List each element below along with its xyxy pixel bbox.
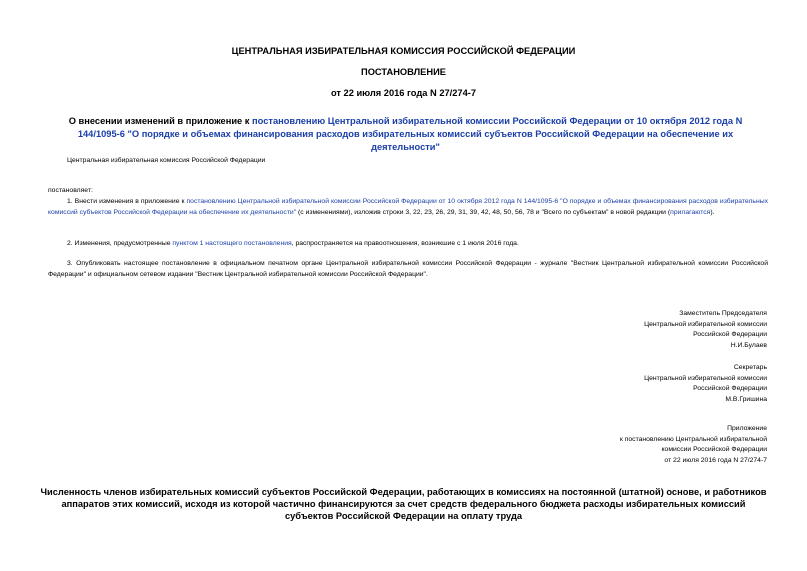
deputy-title-3: Российской Федерации bbox=[693, 331, 767, 338]
deputy-title-1: Заместитель Председателя bbox=[679, 310, 767, 317]
paragraph-3 bbox=[48, 259, 768, 280]
document-date-number: от 22 июля 2016 года N 27/274-7 bbox=[330, 88, 477, 98]
p2-point-link[interactable]: пунктом 1 настоящего постановления bbox=[172, 240, 292, 247]
paragraph-2 bbox=[48, 239, 768, 250]
subject-prefix: О внесении изменений в приложение к bbox=[68, 116, 253, 126]
organization-heading: ЦЕНТРАЛЬНАЯ ИЗБИРАТЕЛЬНАЯ КОМИССИЯ РОССИЙСКОЙ ФЕДЕРАЦИИ bbox=[231, 46, 576, 56]
p1-lead: 1. Внести изменения в приложение к bbox=[67, 198, 187, 205]
deputy-title-2: Центральной избирательной комиссии bbox=[644, 320, 767, 328]
deputy-name: Н.И.Булаев bbox=[730, 341, 767, 349]
appendix-line-4: от 22 июля 2016 года N 27/274-7 bbox=[664, 456, 767, 464]
p2-tail: , распространяется на правоотношения, возникшие с 1 июля 2016 года. bbox=[291, 240, 519, 247]
document-type-heading: ПОСТАНОВЛЕНИЕ bbox=[361, 67, 446, 77]
paragraph-1 bbox=[48, 197, 768, 218]
deputy-signature-block bbox=[644, 309, 767, 351]
p1-resolution-link[interactable]: постановлению Центральной избирательной комиссии Российской Федерации от 10 октября 2012 года N 144/1095-6 "О порядке и объемах финансирования расходов избирательных комиссий субъектов Российской Федерации на обеспечение их деятельности" bbox=[48, 198, 769, 216]
subject-link[interactable]: постановлению Центральной избирательной комиссии Российской Федерации от 10 октября 2012 года N 144/1095-6 "О порядке и объемах финансирования расходов избирательных комиссий субъектов Российской Федерации на обеспечение их деятельности" bbox=[77, 116, 743, 152]
secretary-title-3: Российской Федерации bbox=[693, 385, 767, 392]
secretary-title-2: Центральной избирательной комиссии bbox=[644, 374, 767, 382]
secretary-name: М.В.Гришина bbox=[725, 395, 767, 403]
p2-lead: 2. Изменения, предусмотренные bbox=[67, 240, 173, 247]
secretary-title-1: Секретарь bbox=[733, 364, 767, 371]
resolves-text: постановляет: bbox=[48, 187, 93, 194]
appendix-title: Численность членов избирательных комиссий субъектов Российской Федерации, работающих в комиссиях на постоянной (штатной) основе, и работников аппаратов этих комиссий, исходя из которой частично финансируются за счет средств федерального бюджета расходы избирательных комиссий субъектов Российской Федерации на оплату труда bbox=[40, 487, 767, 521]
p1-tail: ). bbox=[710, 208, 715, 216]
p1-middle: (с изменениями), изложив строки 3, 22, 23, 26, 29, 31, 39, 42, 48, 50, 56, 78 и "Всего по субъектам" в новой редакции ( bbox=[296, 208, 671, 216]
document-subject bbox=[48, 115, 763, 154]
p1-attached-link[interactable]: прилагаются bbox=[670, 208, 711, 216]
p3-text: 3. Опубликовать настоящее постановление в официальном печатном органе Центральной избирательной комиссии Российской Федерации - журнале "Вестник Центральной избирательной комиссии Российской Федерации" и официальном сетевом издании "Вестник Центральной избирательной комиссии Российской Федерации". bbox=[48, 260, 768, 278]
appendix-reference bbox=[620, 424, 767, 466]
secretary-signature-block bbox=[644, 363, 767, 405]
issuer-text: Центральная избирательная комиссия Российской Федерации bbox=[67, 157, 266, 164]
appendix-line-1: Приложение bbox=[727, 425, 767, 432]
appendix-line-2: к постановлению Центральной избирательной bbox=[619, 435, 767, 443]
appendix-line-3: комиссии Российской Федерации bbox=[661, 446, 767, 453]
